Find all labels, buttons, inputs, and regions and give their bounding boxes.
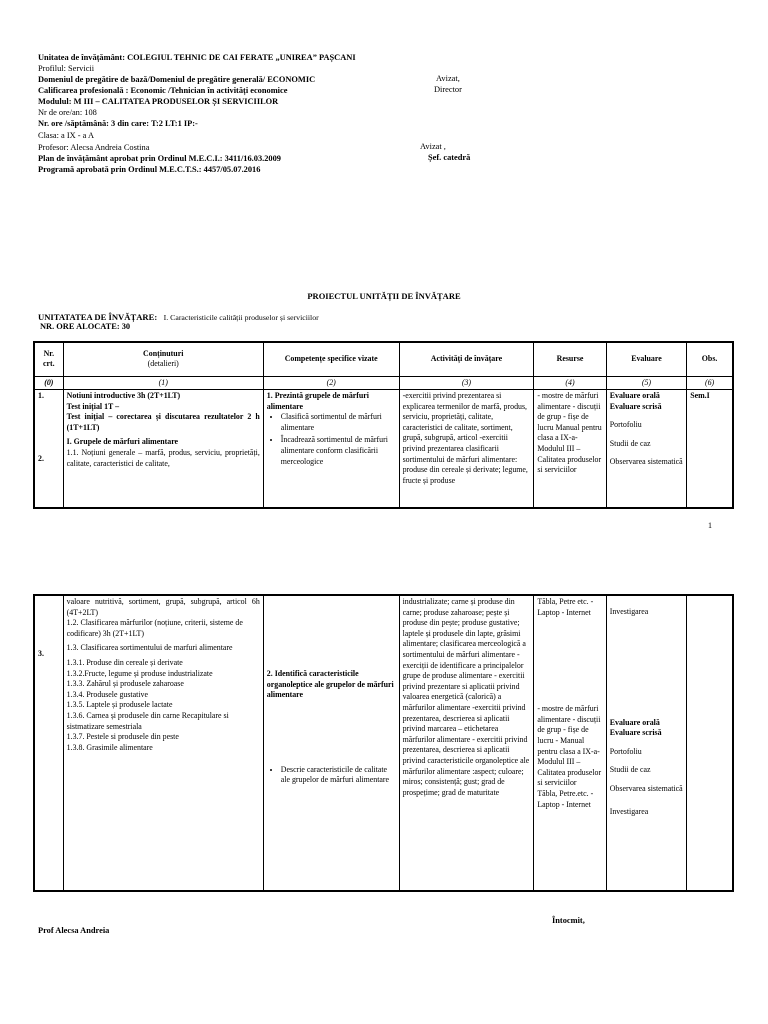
page-title: PROIECTUL UNITĂȚII DE ÎNVĂȚARE bbox=[307, 291, 461, 301]
profile-line: Profilul: Servicii bbox=[38, 64, 95, 73]
prof-signature: Prof Alecsa Andreia bbox=[38, 926, 110, 935]
page-number: 1 bbox=[708, 521, 712, 530]
row-numbers: 1. 2. bbox=[34, 390, 63, 508]
avizat-sef: Avizat , bbox=[420, 142, 446, 151]
col-num-1: (1) bbox=[63, 376, 263, 390]
header-evaluare: Evaluare bbox=[606, 342, 686, 376]
sef-catedra-label: Șef. catedră bbox=[428, 153, 471, 162]
col-num-2: (2) bbox=[263, 376, 399, 390]
col-num-4: (4) bbox=[534, 376, 606, 390]
obs-cell: Sem.I bbox=[687, 390, 733, 508]
resources-cell: - mostre de mărfuri alimentare - discuții de grup - fișe de lucru Manual pentru clasa a IX-a- Modulul III – Calitatea produselor si serviciilor bbox=[534, 390, 606, 508]
obs-cell-empty bbox=[687, 595, 733, 891]
teacher-line: Profesor: Alecsa Andreia Costina bbox=[38, 143, 150, 152]
row-number: 3. bbox=[34, 595, 63, 891]
competence-cell: 2. Identifică caracteristicile organoleptice ale grupelor de mărfuri alimentare • Descrie caracteristicile de calitate ale grupelor de mărfuri alimentare bbox=[263, 595, 399, 891]
avizat-director: Avizat, bbox=[436, 74, 460, 83]
class-line: Clasa: a IX - a A bbox=[38, 131, 95, 140]
hours-allocated: NR. ORE ALOCATE: 30 bbox=[40, 322, 131, 331]
program-line: Programă aprobată prin Ordinul M.E.C.T.S.: 4457/05.07.2016 bbox=[38, 165, 261, 174]
module-line: Modulul: M III – CALITATEA PRODUSELOR ȘI SERVICIILOR bbox=[38, 97, 279, 106]
content-cell: Notiuni introductive 3h (2T+1LT) Test inițial 1T – Test inițial – corectarea și discutarea rezultatelor 2 h (1T+1LT) I. Grupele de mărfuri alimentare 1.1. Noțiuni generale – marfă, produs, serviciu, proprietăți, calitate, caracteristici de calitate, bbox=[63, 390, 263, 508]
content-cell: valoare nutritivă, sortiment, grupă, subgrupă, articol 6h (4T+2LT) 1.2. Clasificarea mărfurilor (noțiune, criterii, sisteme de codificare) 3h (2T+1LT) 1.3. Clasificarea sortimentului de marfuri alimentare 1.3.1. Produse din cereale și derivate 1.3.2.Fructe, legume și produse industrializate 1.3.3. Zahărul și produsele zaharoase 1.3.4. Produsele gustative 1.3.5. Laptele și produsele lactate 1.3.6. Carnea și produsele din carne Recapitulare si sistmatizare semestriala 1.3.7. Pestele si produsele din peste 1.3.8. Grasimile alimentare bbox=[63, 595, 263, 891]
plan-line: Plan de învățământ aprobat prin Ordinul M.E.C.I.: 3411/16.03.2009 bbox=[38, 154, 281, 163]
competence-cell: 1. Prezintă grupele de mărfuri alimentare • Clasifică sortimentul de mărfuri alimentare • Încadrează sortimentul de mărfuri alimentare conform clasificării merceologice bbox=[263, 390, 399, 508]
activities-cell: -exercitii privind prezentarea si explicarea termenilor de marfă, produs, serviciu, proprietăți, calitate, caracteristici de calitate, sortiment, grupă, subgrupă, articol -exercitii privind prezentarea clasificarii sortimentului de mărfuri alimentare: produse din cereale și derivate; legume, fructe și produse bbox=[399, 390, 534, 508]
table-row bbox=[34, 595, 733, 891]
director-label: Director bbox=[434, 85, 462, 94]
evaluation-cell: Evaluare orală Evaluare scrisă Portofoliu Studii de caz Observarea sistematică bbox=[606, 390, 686, 508]
header-resurse: Resurse bbox=[534, 342, 606, 376]
plan-table-page2 bbox=[33, 594, 734, 892]
unit-title: UNITATATEA DE ÎNVĂȚARE: I. Caracteristicile calității produselor și serviciilor bbox=[38, 312, 319, 322]
qualification-line: Calificarea profesională : Economic /Tehnician în activități economice bbox=[38, 86, 288, 95]
header-nr: Nr. crt. bbox=[34, 342, 63, 376]
col-num-0: (0) bbox=[34, 376, 63, 390]
resources-cell: Tăbla, Petre etc. - Laptop - Internet - mostre de mărfuri alimentare - discuții de grup - fișe de lucru - Manual pentru clasa a IX-a- Modulul III – Calitatea produselor si serviciilor Tăbla, Petre.etc. - Laptop - Internet bbox=[534, 595, 606, 891]
header-obs: Obs. bbox=[687, 342, 733, 376]
domain-line: Domeniul de pregătire de bază/Domeniul de pregătire generală/ ECONOMIC bbox=[38, 75, 316, 84]
hours-week-line: Nr. ore /săptămână: 3 din care: T:2 LT:1 IP:- bbox=[38, 119, 198, 128]
header-competente: Competențe specifice vizate bbox=[263, 342, 399, 376]
col-num-6: (6) bbox=[687, 376, 733, 390]
header-continut: Conținuturi (detalieri) bbox=[63, 342, 263, 376]
evaluation-cell: Investigarea Evaluare orală Evaluare scrisă Portofoliu Studii de caz Observarea sistematică Investigarea bbox=[606, 595, 686, 891]
hours-year-line: Nr de ore/an: 108 bbox=[38, 108, 97, 117]
table-row bbox=[34, 390, 733, 508]
activities-cell: industrializate; carne și produse din carne; produse zaharoase; pește și produse din pește; produse gustative; laptele și produsele din lapte, grăsimi alimentare; clasificarea merceologică a sortimentului de mărfuri alimentare -exerciții de identificare a principalelor grupe de produse alimentare - exercitii privind prezentare si aplicatii privind valoarea energetică (calorică) a mărfurilor alimentare -exercitii privind prezentarea, descrierea si aplicatii privind marcarea – etichetarea mărfurilor alimentare - exercitii privind prezentarea, descrierea si aplicatii privind caracteristicile organoleptice ale mărfurilor alimentare :aspect; culoare; miros; consistență; gust; grad de prospețime; grad de maturitate bbox=[399, 595, 534, 891]
intocmit-label: Întocmit, bbox=[552, 916, 585, 925]
plan-table-page1 bbox=[33, 341, 734, 509]
col-num-3: (3) bbox=[399, 376, 534, 390]
header-activitati: Activități de învățare bbox=[399, 342, 534, 376]
col-num-5: (5) bbox=[606, 376, 686, 390]
school-line: Unitatea de învățământ: COLEGIUL TEHNIC DE CAI FERATE „UNIREA” PAȘCANI bbox=[38, 53, 356, 62]
